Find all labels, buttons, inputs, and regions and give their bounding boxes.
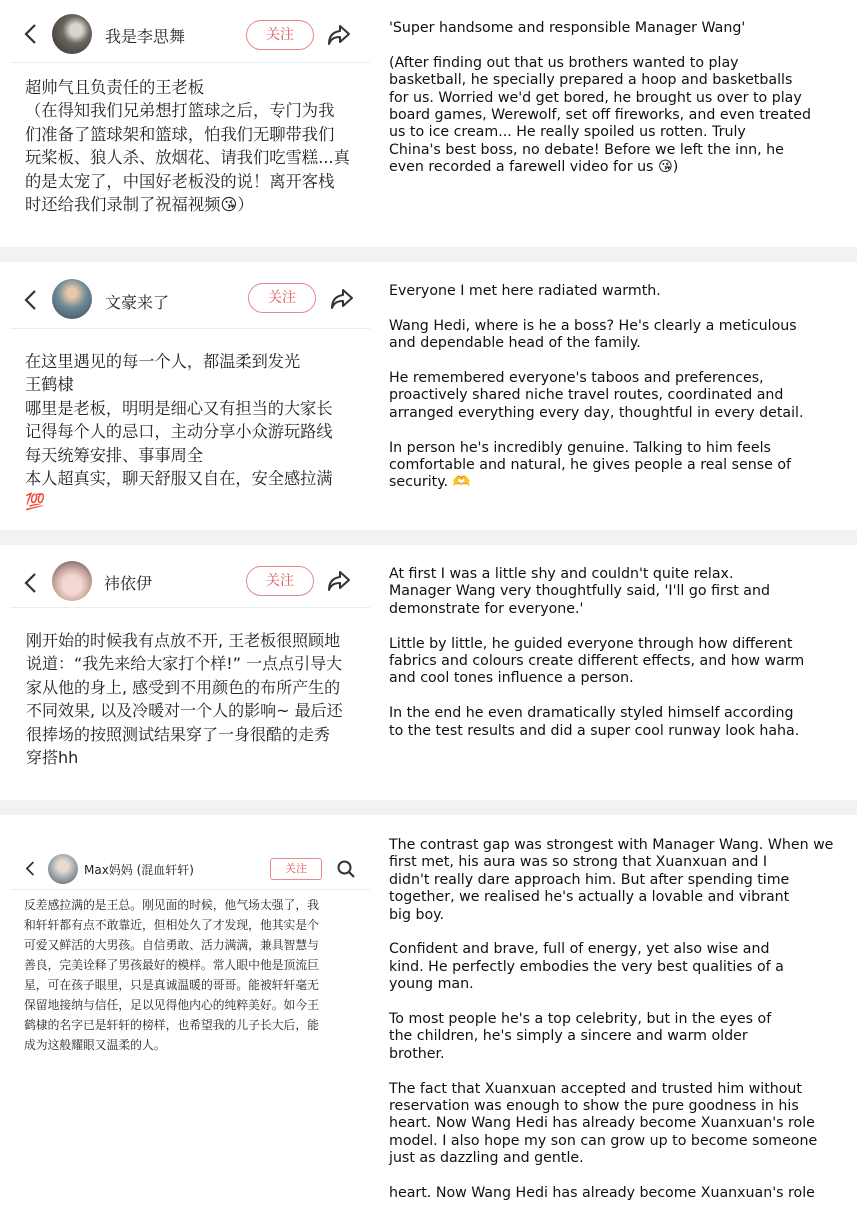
text-line: 玩桨板、狼人杀、放烟花、请我们吃雪糕...真: [25, 148, 350, 168]
text-line: 超帅气且负责任的王老板: [25, 78, 205, 97]
translation-paragraph: Confident and brave, full of energy, yet also wise and kind. He perfectly embodies the very best qualities of a young man.: [389, 941, 784, 993]
back-arrow-icon[interactable]: [22, 289, 40, 311]
translation-2: [389, 283, 849, 509]
post-text: [25, 76, 350, 216]
share-icon[interactable]: [326, 568, 352, 594]
avatar[interactable]: [52, 561, 92, 601]
section-gap: [0, 530, 857, 545]
translation-paragraph: (After finding out that us brothers wanted to play basketball, he specially prepared a hoop and basketballs for us. Worried we'd get bored, he brought us over to play board games, Werewolf, set off fireworks, and even treated us to ice cream... He really spoiled us rotten. Truly China's best boss, no debate! Before we left the inn, he even recorded a farewell video for us 😘): [389, 54, 812, 176]
post-header: [10, 12, 370, 52]
username[interactable]: 祎依伊: [104, 574, 153, 593]
post-card-1: [10, 0, 370, 230]
back-arrow-icon[interactable]: [22, 23, 40, 45]
translation-paragraph: At first I was a little shy and couldn't quite relax. Manager Wang very thoughtfully said, 'I'll go first and demonstrate for everyone.': [389, 566, 770, 617]
text-line: 时还给我们录制了祝福视频😘）: [25, 195, 254, 215]
translation-paragraph: The fact that Xuanxuan accepted and trusted him without reservation was enough to show the pure goodness in his heart. Now Wang Hedi has already become Xuanxuan's role model. I also hope my son can grow up to become someone just as dazzling and gentle.: [389, 1080, 818, 1167]
translation-paragraph: Everyone I met here radiated warmth.: [389, 283, 661, 299]
post-card-3: [10, 545, 370, 785]
text-line: 💯: [25, 492, 46, 512]
avatar[interactable]: [52, 279, 92, 319]
follow-button[interactable]: 关注: [270, 858, 322, 880]
text-line: 保留地接纳与信任，足以见得他内心的纯粹美好。如今王: [24, 998, 319, 1012]
text-line: 哪里是老板，明明是细心又有担当的大家长: [25, 398, 333, 418]
avatar[interactable]: [48, 854, 78, 884]
text-line: 穿搭hh: [26, 748, 79, 768]
text-line: 们准备了篮球架和篮球，怕我们无聊带我们: [25, 124, 335, 144]
username[interactable]: Max妈妈 (混血轩轩): [84, 863, 194, 877]
translation-paragraph: Little by little, he guided everyone through how different fabrics and colours create different effects, and how warm and cool tones influence a person.: [389, 635, 805, 687]
text-line: 记得每个人的忌口，主动分享小众游玩路线: [25, 422, 333, 442]
translation-1: [389, 20, 849, 194]
share-icon[interactable]: [329, 286, 355, 312]
text-line: 王鹤棣: [25, 375, 74, 395]
text-line: 善良，完美诠释了男孩最好的模样。常人眼中他是顶流巨: [24, 958, 319, 972]
text-line: 可爱又鲜活的大男孩。自信勇敢、活力满满，兼具智慧与: [24, 938, 319, 952]
back-arrow-icon[interactable]: [22, 572, 40, 594]
username[interactable]: 我是李思舞: [105, 27, 186, 46]
text-line: 鹤棣的名字已是轩轩的榜样，也希望我的儿子长大后，能: [24, 1018, 319, 1032]
post-header: [10, 278, 370, 318]
divider: [10, 328, 370, 329]
text-line: 在这里遇见的每一个人，都温柔到发光: [25, 352, 301, 371]
follow-button[interactable]: 关注: [246, 20, 314, 50]
post-header: [10, 561, 370, 601]
translation-paragraph: He remembered everyone's taboos and preferences, proactively shared niche travel routes, coordinated and arranged everything every day, thoughtful in every detail.: [389, 370, 804, 421]
follow-button[interactable]: 关注: [246, 566, 314, 596]
translation-paragraph: To most people he's a top celebrity, but in the eyes of the children, he's simply a sincere and warm older brother.: [389, 1011, 772, 1062]
post-text: [25, 350, 333, 514]
translation-paragraph: heart. Now Wang Hedi has already become Xuanxuan's role: [389, 1185, 815, 1202]
back-arrow-icon[interactable]: [24, 860, 37, 877]
post-text: [24, 895, 319, 1055]
post-text: [26, 629, 343, 769]
post-header: [10, 853, 370, 885]
share-icon[interactable]: [326, 22, 352, 48]
text-line: 本人超真实，聊天舒服又自在，安全感拉满: [25, 469, 333, 489]
translation-paragraph: In person he's incredibly genuine. Talking to him feels comfortable and natural, he gives people a real sense of security. 🫶: [389, 439, 792, 491]
post-card-2: [10, 262, 370, 522]
text-line: 的是太宠了，中国好老板没的说！离开客栈: [25, 171, 335, 191]
section-gap: [0, 247, 857, 262]
search-icon[interactable]: [336, 859, 356, 879]
text-line: 星，可在孩子眼里，只是真诚温暖的哥哥。能被轩轩毫无: [24, 978, 319, 992]
text-line: 反差感拉满的是王总。刚见面的时候，他气场太强了，我: [24, 898, 319, 912]
text-line: 很捧场的按照测试结果穿了一身很酷的走秀: [26, 724, 331, 744]
follow-button[interactable]: 关注: [248, 283, 316, 313]
text-line: （在得知我们兄弟想打篮球之后，专门为我: [25, 101, 335, 121]
translation-paragraph: The contrast gap was strongest with Manager Wang. When we first met, his aura was so strong that Xuanxuan and I didn't really dare approach him. But after spending time together, we realised he's actually a lovable and vibrant big boy.: [389, 837, 834, 923]
text-line: 不同效果, 以及冷暖对一个人的影响~ 最后还: [26, 701, 343, 721]
avatar[interactable]: [52, 14, 92, 54]
translation-paragraph: In the end he even dramatically styled himself according to the test results and did a super cool runway look haha.: [389, 705, 800, 739]
text-line: 和轩轩都有点不敢靠近，但相处久了才发现，他其实是个: [24, 918, 319, 932]
divider: [10, 889, 370, 890]
text-line: 成为这般耀眼又温柔的人。: [24, 1038, 166, 1052]
text-line: 家从他的身上, 感受到不用颜色的布所产生的: [26, 677, 341, 697]
text-line: 每天统筹安排、事事周全: [25, 445, 204, 465]
translation-paragraph: 'Super handsome and responsible Manager Wang': [389, 20, 746, 36]
post-card-4: [10, 815, 370, 1065]
username[interactable]: 文豪来了: [105, 293, 170, 312]
text-line: 说道：“我先来给大家打个样!” 一点点引导大: [26, 654, 343, 674]
divider: [10, 607, 370, 608]
translation-paragraph: Wang Hedi, where is he a boss? He's clearly a meticulous and dependable head of the family.: [389, 317, 797, 352]
text-line: 刚开始的时候我有点放不开, 王老板很照顾地: [26, 631, 341, 650]
divider: [10, 62, 370, 63]
translation-3: [389, 566, 849, 757]
section-gap: [0, 800, 857, 815]
translation-4: [389, 837, 849, 1220]
